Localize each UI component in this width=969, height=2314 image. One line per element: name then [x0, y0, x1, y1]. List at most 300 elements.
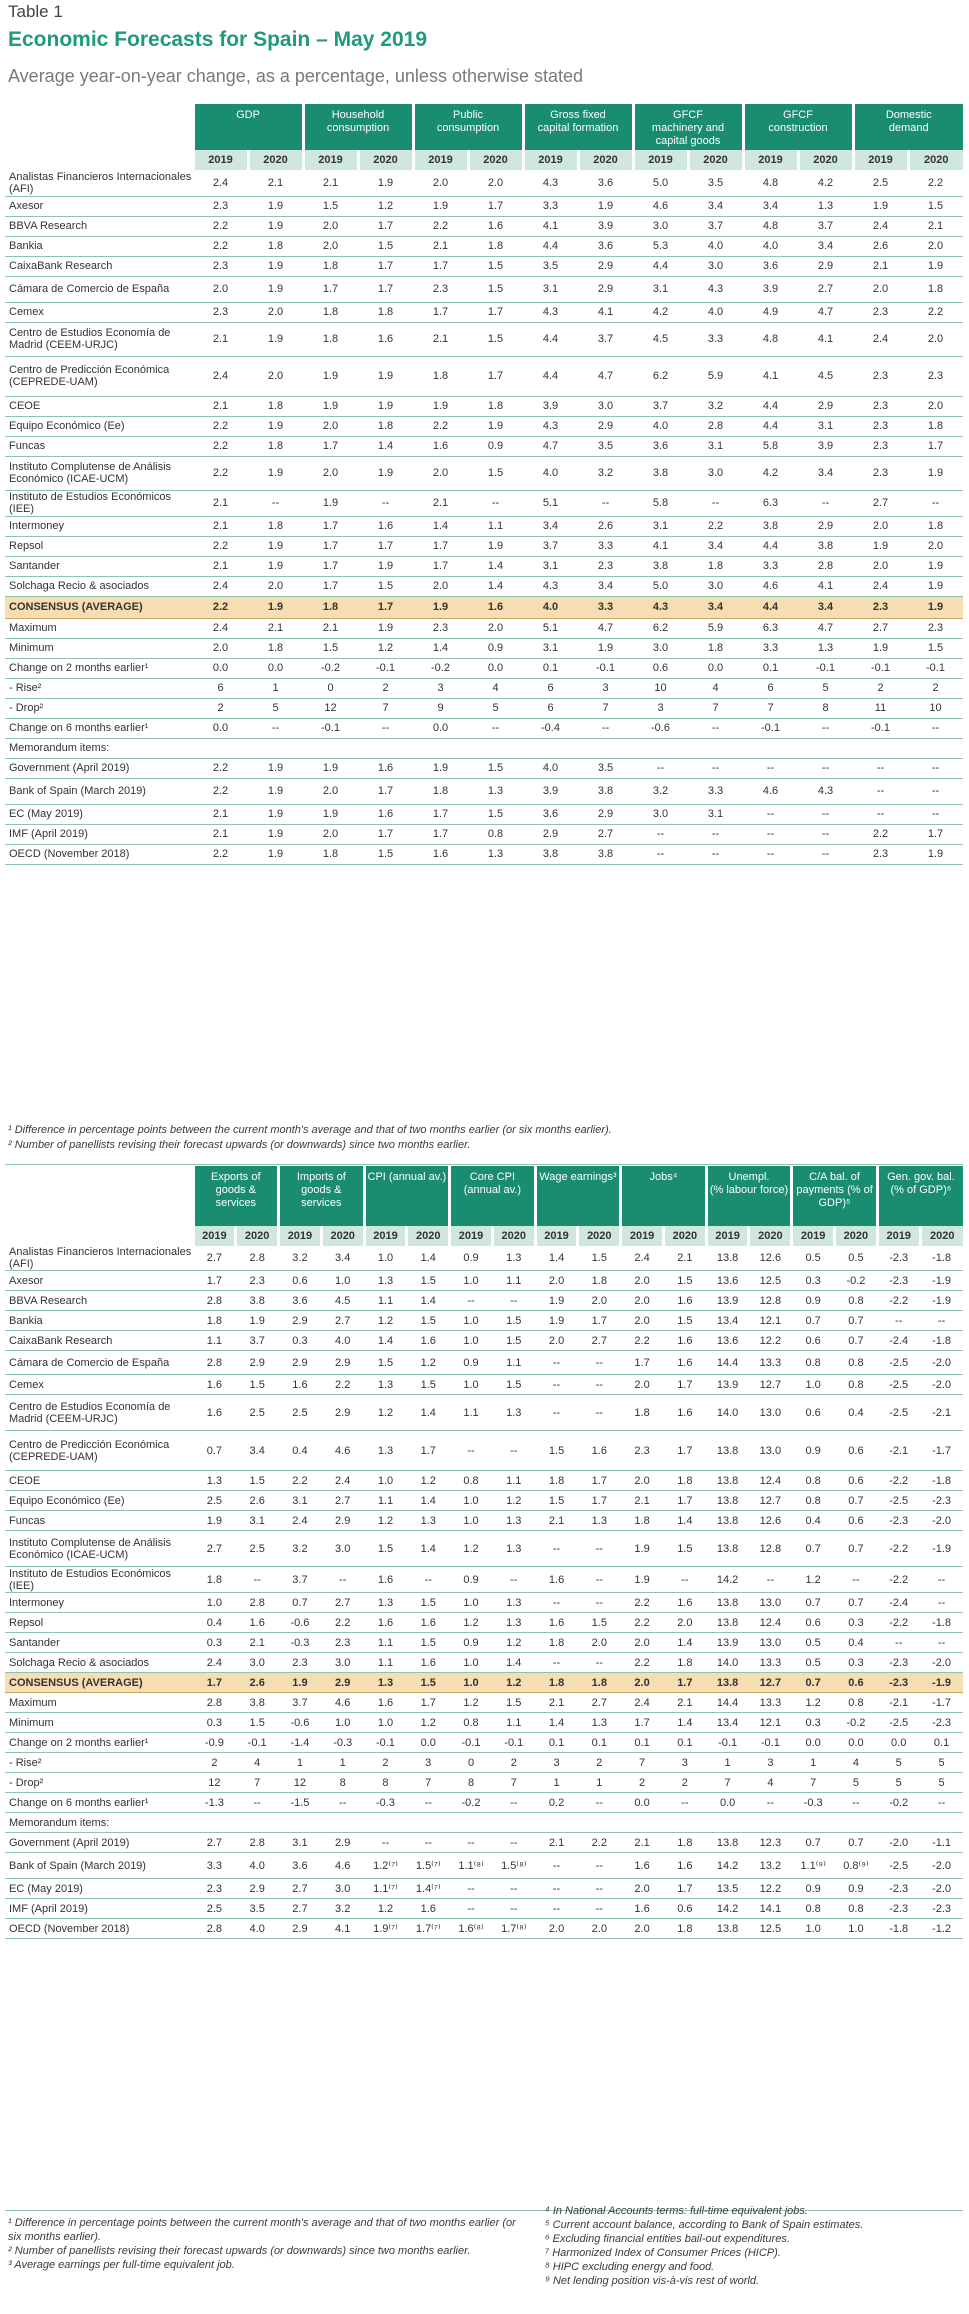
cell-value: 0.9 [792, 1431, 835, 1471]
cell-value: 12.2 [749, 1331, 792, 1351]
cell-value: 3.4 [688, 596, 743, 618]
cell-value: 3.3 [688, 322, 743, 356]
forecaster-row [5, 1351, 963, 1375]
cell-value: 1.0 [321, 1713, 364, 1733]
cell-value: 1.6 [413, 844, 468, 864]
cell-value: 2.0 [193, 276, 248, 302]
column-group-label: capital goods [655, 135, 721, 147]
cell-value: -- [749, 1567, 792, 1593]
cell-value: 2.2 [321, 1613, 364, 1633]
forecaster-row [5, 1431, 963, 1471]
cell-value: 1.8 [413, 778, 468, 804]
cell-value: 2.9 [321, 1833, 364, 1853]
cell-value: 1.7 [578, 1311, 621, 1331]
cell-value: -- [743, 804, 798, 824]
stat-row [5, 1753, 963, 1773]
cell-value: 1.9 [248, 596, 303, 618]
cell-value: -0.1 [358, 658, 413, 678]
cell-value: 1.8 [303, 322, 358, 356]
row-label: Funcas [5, 1511, 193, 1531]
cell-value: 1.7 [663, 1431, 706, 1471]
cell-value: -- [578, 1351, 621, 1375]
cell-value: 1.6 [413, 436, 468, 456]
memo-row [5, 1919, 963, 1939]
cell-value: -- [450, 1291, 493, 1311]
cell-value: 1.4 [407, 1291, 450, 1311]
years-row [5, 1226, 963, 1246]
cell-value: 3.3 [743, 556, 798, 576]
cell-value: -- [578, 1793, 621, 1813]
cell-value: 13.0 [749, 1431, 792, 1471]
column-group-label: construction [768, 122, 828, 134]
cell-value: 1.6 [358, 804, 413, 824]
cell-value: 1.3 [407, 1511, 450, 1531]
cell-value: 2.0 [621, 1375, 664, 1395]
cell-value: 4.4 [523, 236, 578, 256]
cell-value: 4.6 [743, 778, 798, 804]
cell-value: -0.1 [578, 658, 633, 678]
cell-value: 2.0 [413, 576, 468, 596]
cell-value: 1.5 [908, 638, 963, 658]
cell-value: 1.9 [413, 758, 468, 778]
cell-value: 1.4 [663, 1511, 706, 1531]
cell-value: -0.3 [364, 1793, 407, 1813]
cell-value: 1.4 [413, 638, 468, 658]
cell-value: 6.2 [633, 618, 688, 638]
cell-value: 4.0 [321, 1331, 364, 1351]
cell-value: 1.9 [248, 778, 303, 804]
footnote: ⁶ Excluding financial entities bail-out expenditures. [545, 2233, 790, 2245]
cell-value: 1.3 [468, 778, 523, 804]
cell-value: 4.3 [688, 276, 743, 302]
cell-value: -2.2 [877, 1471, 920, 1491]
cell-value: 7 [358, 698, 413, 718]
cell-value: 0.9 [468, 436, 523, 456]
cell-value: 12 [193, 1773, 236, 1793]
cell-value: 2.1 [621, 1833, 664, 1853]
cell-value: 1.5 [535, 1491, 578, 1511]
cell-value: 1.6 [663, 1395, 706, 1431]
column-group-label: C/A bal. of [809, 1171, 860, 1183]
cell-value: 2.5 [279, 1395, 322, 1431]
column-group-label: payments (% of [796, 1184, 873, 1196]
cell-value: 1.5 [358, 236, 413, 256]
footnote: ⁸ HIPC excluding energy and food. [545, 2261, 715, 2273]
cell-value: 1.6 [578, 1431, 621, 1471]
cell-value: 3 [663, 1753, 706, 1773]
cell-value: 2.7 [853, 618, 908, 638]
column-group-header [303, 104, 413, 150]
cell-value: 4.1 [743, 356, 798, 396]
cell-value: 2.3 [853, 356, 908, 396]
cell-value: -- [236, 1567, 279, 1593]
year-header: 2019 [279, 1226, 322, 1246]
row-label: Equipo Económico (Ee) [5, 416, 193, 436]
cell-value: 1.2 [407, 1713, 450, 1733]
cell-value: 4.6 [321, 1431, 364, 1471]
cell-value: 1.9 [248, 256, 303, 276]
cell-value: -2.1 [877, 1693, 920, 1713]
cell-value: 1.2 [407, 1351, 450, 1375]
cell-value: 1.3 [492, 1246, 535, 1271]
cell-value: 12 [279, 1773, 322, 1793]
cell-value: 0.6 [835, 1511, 878, 1531]
cell-value: 2 [364, 1753, 407, 1773]
cell-value: 0.1 [578, 1733, 621, 1753]
cell-value: 1.2 [364, 1311, 407, 1331]
cell-value: 2.1 [193, 490, 248, 516]
cell-value: 5.9 [688, 618, 743, 638]
cell-value: 5 [877, 1753, 920, 1773]
header-blank [5, 1166, 193, 1226]
cell-value: 1.7⁽⁸⁾ [492, 1919, 535, 1939]
cell-value: 2.0 [621, 1673, 664, 1693]
cell-value: 4 [688, 678, 743, 698]
cell-value: 1.0 [792, 1375, 835, 1395]
cell-value: -- [633, 844, 688, 864]
cell-value: -0.1 [749, 1733, 792, 1753]
column-group-header [853, 104, 963, 150]
cell-value: 2.0 [303, 824, 358, 844]
cell-value: -1.8 [877, 1919, 920, 1939]
year-header: 2019 [792, 1226, 835, 1246]
cell-value: -0.1 [364, 1733, 407, 1753]
cell-value: 2.2 [621, 1653, 664, 1673]
cell-value: 1.8 [193, 1567, 236, 1593]
cell-value: 1.5 [663, 1271, 706, 1291]
cell-value: 0.8 [792, 1491, 835, 1511]
row-label: Solchaga Recio & asociados [5, 576, 193, 596]
cell-value: 0.1 [621, 1733, 664, 1753]
cell-value: 2.1 [193, 516, 248, 536]
cell-value: 1.8 [248, 396, 303, 416]
cell-value: -2.2 [877, 1291, 920, 1311]
page-subtitle: Average year-on-year change, as a percentage, unless otherwise stated [8, 66, 584, 86]
cell-value: 2.8 [688, 416, 743, 436]
cell-value: 2.1 [413, 236, 468, 256]
cell-value: 1.9 [303, 804, 358, 824]
cell-value: 2.3 [621, 1431, 664, 1471]
cell-value: 2.6 [578, 516, 633, 536]
cell-value: -2.0 [920, 1351, 963, 1375]
cell-value: 2.8 [236, 1246, 279, 1271]
cell-value: 2.2 [193, 216, 248, 236]
cell-value: -2.2 [877, 1613, 920, 1633]
cell-value: 1.0 [450, 1673, 493, 1693]
cell-value: 5.3 [633, 236, 688, 256]
cell-value: 2.0 [248, 576, 303, 596]
cell-value: 7 [236, 1773, 279, 1793]
cell-value: 4.3 [798, 778, 853, 804]
cell-value: 2.1 [413, 490, 468, 516]
cell-value: 2.2 [193, 416, 248, 436]
cell-value: 10 [633, 678, 688, 698]
cell-value: 4.1 [578, 302, 633, 322]
cell-value: 1.9 [621, 1567, 664, 1593]
cell-value: 0.5 [792, 1246, 835, 1271]
year-header: 2020 [578, 150, 633, 170]
cell-value: 0.4 [835, 1395, 878, 1431]
cell-value: 4.3 [523, 416, 578, 436]
cell-value: 1.7 [413, 824, 468, 844]
cell-value: -2.3 [877, 1673, 920, 1693]
cell-value: 1.5⁽⁸⁾ [492, 1853, 535, 1879]
cell-value: 1.6 [535, 1567, 578, 1593]
cell-value: 3.4 [321, 1246, 364, 1271]
cell-value: 1.0 [835, 1919, 878, 1939]
cell-value: 1.0 [364, 1471, 407, 1491]
cell-value: 1 [792, 1753, 835, 1773]
cell-value: -- [578, 1593, 621, 1613]
stat-row [5, 1733, 963, 1753]
cell-value: 0.3 [835, 1613, 878, 1633]
cell-value: -0.1 [908, 658, 963, 678]
cell-value: 2.0 [303, 778, 358, 804]
cell-value: 2.8 [798, 556, 853, 576]
stat-row [5, 1713, 963, 1733]
cell-value: -0.6 [279, 1613, 322, 1633]
cell-value: 3.4 [798, 236, 853, 256]
cell-value: -- [492, 1833, 535, 1853]
cell-value: 2.3 [908, 618, 963, 638]
cell-value: 3.7 [279, 1567, 322, 1593]
cell-value: 4.4 [523, 322, 578, 356]
cell-value: 3.8 [523, 844, 578, 864]
cell-value: -- [663, 1793, 706, 1813]
cell-value: 0.3 [193, 1713, 236, 1733]
row-label: OECD (November 2018) [5, 1919, 193, 1939]
cell-value: 2.3 [193, 196, 248, 216]
cell-value: 1.6 [193, 1395, 236, 1431]
cell-value: 0.8 [450, 1713, 493, 1733]
footnote: ⁷ Harmonized Index of Consumer Prices (HICP). [545, 2247, 781, 2259]
cell-value: 2.2 [321, 1375, 364, 1395]
cell-value: 1.4 [364, 1331, 407, 1351]
cell-value: 1.3 [492, 1531, 535, 1567]
cell-value: 0.0 [835, 1733, 878, 1753]
cell-value: -- [407, 1833, 450, 1853]
cell-value: 1.9 [908, 456, 963, 490]
cell-value: 1.8 [621, 1395, 664, 1431]
cell-value: -0.3 [792, 1793, 835, 1813]
cell-value: 1.9⁽⁷⁾ [364, 1919, 407, 1939]
year-header: 2020 [688, 150, 743, 170]
cell-value: -1.9 [920, 1271, 963, 1291]
row-label: Instituto Complutense de Análisis Económico (ICAE-UCM) [5, 1531, 193, 1567]
cell-value: 3.1 [523, 556, 578, 576]
forecaster-row [5, 1375, 963, 1395]
cell-value: 3.8 [578, 844, 633, 864]
cell-value: 4.5 [798, 356, 853, 396]
cell-value: 2.9 [798, 516, 853, 536]
cell-value: -2.3 [877, 1511, 920, 1531]
cell-value: -2.0 [920, 1375, 963, 1395]
cell-value: 3.7 [236, 1331, 279, 1351]
cell-value: -2.5 [877, 1395, 920, 1431]
cell-value: 1.3 [364, 1431, 407, 1471]
footnote: ³ Average earnings per full-time equivalent job. [8, 2259, 235, 2271]
cell-value: 1.8 [578, 1271, 621, 1291]
cell-value: 3.6 [578, 236, 633, 256]
consensus-row [5, 1673, 963, 1693]
cell-value: 1.7 [908, 824, 963, 844]
cell-value: 3.0 [688, 456, 743, 490]
column-group-label: Wage earnings³ [539, 1171, 617, 1183]
cell-value: 2 [578, 1753, 621, 1773]
group-header-row [5, 1166, 963, 1226]
cell-value: 3.0 [321, 1531, 364, 1567]
forecaster-row [5, 322, 963, 356]
cell-value: -- [835, 1793, 878, 1813]
cell-value: -0.1 [798, 658, 853, 678]
cell-value: 13.4 [706, 1311, 749, 1331]
cell-value: 4.6 [321, 1693, 364, 1713]
cell-value: -0.1 [706, 1733, 749, 1753]
cell-value: 3.2 [688, 396, 743, 416]
cell-value: -1.2 [920, 1919, 963, 1939]
cell-value: 2.7 [193, 1531, 236, 1567]
cell-value: 0.6 [792, 1613, 835, 1633]
cell-value: 5 [877, 1773, 920, 1793]
cell-value: 1.2⁽⁷⁾ [364, 1853, 407, 1879]
cell-value: 14.4 [706, 1693, 749, 1713]
cell-value: 2.2 [193, 436, 248, 456]
row-label: EC (May 2019) [5, 1879, 193, 1899]
cell-value: 3.7 [279, 1693, 322, 1713]
forecaster-row [5, 576, 963, 596]
cell-value: 12.1 [749, 1311, 792, 1331]
cell-value: 2 [358, 678, 413, 698]
cell-value: 4.8 [743, 216, 798, 236]
cell-value: 1.3 [578, 1713, 621, 1733]
memo-row [5, 1899, 963, 1919]
cell-value: 13.8 [706, 1593, 749, 1613]
memo-row [5, 844, 963, 864]
cell-value: 2.8 [193, 1919, 236, 1939]
cell-value: 1.7 [358, 276, 413, 302]
year-header: 2020 [835, 1226, 878, 1246]
cell-value: -- [364, 1833, 407, 1853]
cell-value: 1.5 [358, 844, 413, 864]
cell-value: 0.9 [468, 638, 523, 658]
cell-value: -- [578, 1567, 621, 1593]
row-label: OECD (November 2018) [5, 844, 193, 864]
cell-value: 2.0 [248, 356, 303, 396]
cell-value: 0.6 [835, 1673, 878, 1693]
cell-value: 1.0 [450, 1491, 493, 1511]
cell-value: 2.3 [193, 302, 248, 322]
cell-value: 0.3 [835, 1653, 878, 1673]
cell-value: 2.1 [663, 1246, 706, 1271]
cell-value: 2.1 [413, 322, 468, 356]
cell-value: 3.4 [578, 576, 633, 596]
cell-value: 4.6 [633, 196, 688, 216]
cell-value: 1.7 [908, 436, 963, 456]
cell-value: -0.3 [279, 1633, 322, 1653]
cell-value: -- [248, 490, 303, 516]
cell-value: 0.1 [523, 658, 578, 678]
column-group-label: consumption [436, 122, 500, 134]
column-group-label: Gross fixed [550, 109, 606, 121]
cell-value: 1.6 [663, 1853, 706, 1879]
row-label: - Drop² [5, 698, 193, 718]
cell-value: 3.4 [743, 196, 798, 216]
cell-value: -- [535, 1879, 578, 1899]
cell-value: 0.8 [792, 1471, 835, 1491]
cell-value: 3.7 [688, 216, 743, 236]
column-group-header [364, 1166, 450, 1226]
cell-value: 2.3 [853, 596, 908, 618]
cell-value: 2.3 [413, 276, 468, 302]
cell-value: 13.8 [706, 1431, 749, 1471]
cell-value: 2.9 [321, 1673, 364, 1693]
cell-value: 2.1 [193, 804, 248, 824]
cell-value: 14.0 [706, 1653, 749, 1673]
cell-value: 5.8 [633, 490, 688, 516]
cell-value: 1.8 [468, 396, 523, 416]
cell-value: -- [920, 1567, 963, 1593]
cell-value: 1.6⁽⁸⁾ [450, 1919, 493, 1939]
cell-value: 12.3 [749, 1833, 792, 1853]
cell-value: 1.1 [193, 1331, 236, 1351]
cell-value: 0.9 [835, 1879, 878, 1899]
cell-value: 2.1 [908, 216, 963, 236]
cell-value: 2.9 [578, 276, 633, 302]
forecaster-row [5, 1395, 963, 1431]
cell-value: 2.0 [535, 1919, 578, 1939]
cell-value: 2.2 [908, 170, 963, 196]
cell-value: 3.1 [798, 416, 853, 436]
forecaster-row [5, 1491, 963, 1511]
cell-value: 0.7 [835, 1593, 878, 1613]
cell-value: 5 [920, 1773, 963, 1793]
cell-value: 0.7 [835, 1833, 878, 1853]
cell-value: 2.1 [535, 1833, 578, 1853]
cell-value: 2.2 [193, 536, 248, 556]
cell-value: 1.5 [492, 1375, 535, 1395]
cell-value: -1.8 [920, 1613, 963, 1633]
cell-value: 6 [523, 678, 578, 698]
cell-value: 4.1 [523, 216, 578, 236]
year-header: 2019 [303, 150, 358, 170]
cell-value: -1.4 [279, 1733, 322, 1753]
cell-value: 0.0 [413, 718, 468, 738]
row-label: CaixaBank Research [5, 1331, 193, 1351]
cell-value: 3.9 [798, 436, 853, 456]
row-label: Instituto de Estudios Económicos (IEE) [5, 490, 193, 516]
cell-value: 1.5 [492, 1311, 535, 1331]
cell-value: -- [535, 1375, 578, 1395]
cell-value: 1.8 [621, 1511, 664, 1531]
forecaster-row [5, 1567, 963, 1593]
cell-value: 1.0 [450, 1271, 493, 1291]
cell-value: 2.0 [621, 1271, 664, 1291]
cell-value: -2.5 [877, 1713, 920, 1733]
cell-value: 1.9 [248, 216, 303, 236]
row-label: Government (April 2019) [5, 758, 193, 778]
cell-value: 13.5 [706, 1879, 749, 1899]
cell-value: 0.8 [835, 1899, 878, 1919]
cell-value: -- [908, 804, 963, 824]
cell-value: -- [535, 1395, 578, 1431]
cell-value: 13.8 [706, 1471, 749, 1491]
cell-value: 12.8 [749, 1531, 792, 1567]
cell-value: -- [920, 1311, 963, 1331]
cell-value: 13.8 [706, 1511, 749, 1531]
cell-value: -- [853, 778, 908, 804]
cell-value: 2.3 [908, 356, 963, 396]
cell-value: 2.0 [468, 618, 523, 638]
